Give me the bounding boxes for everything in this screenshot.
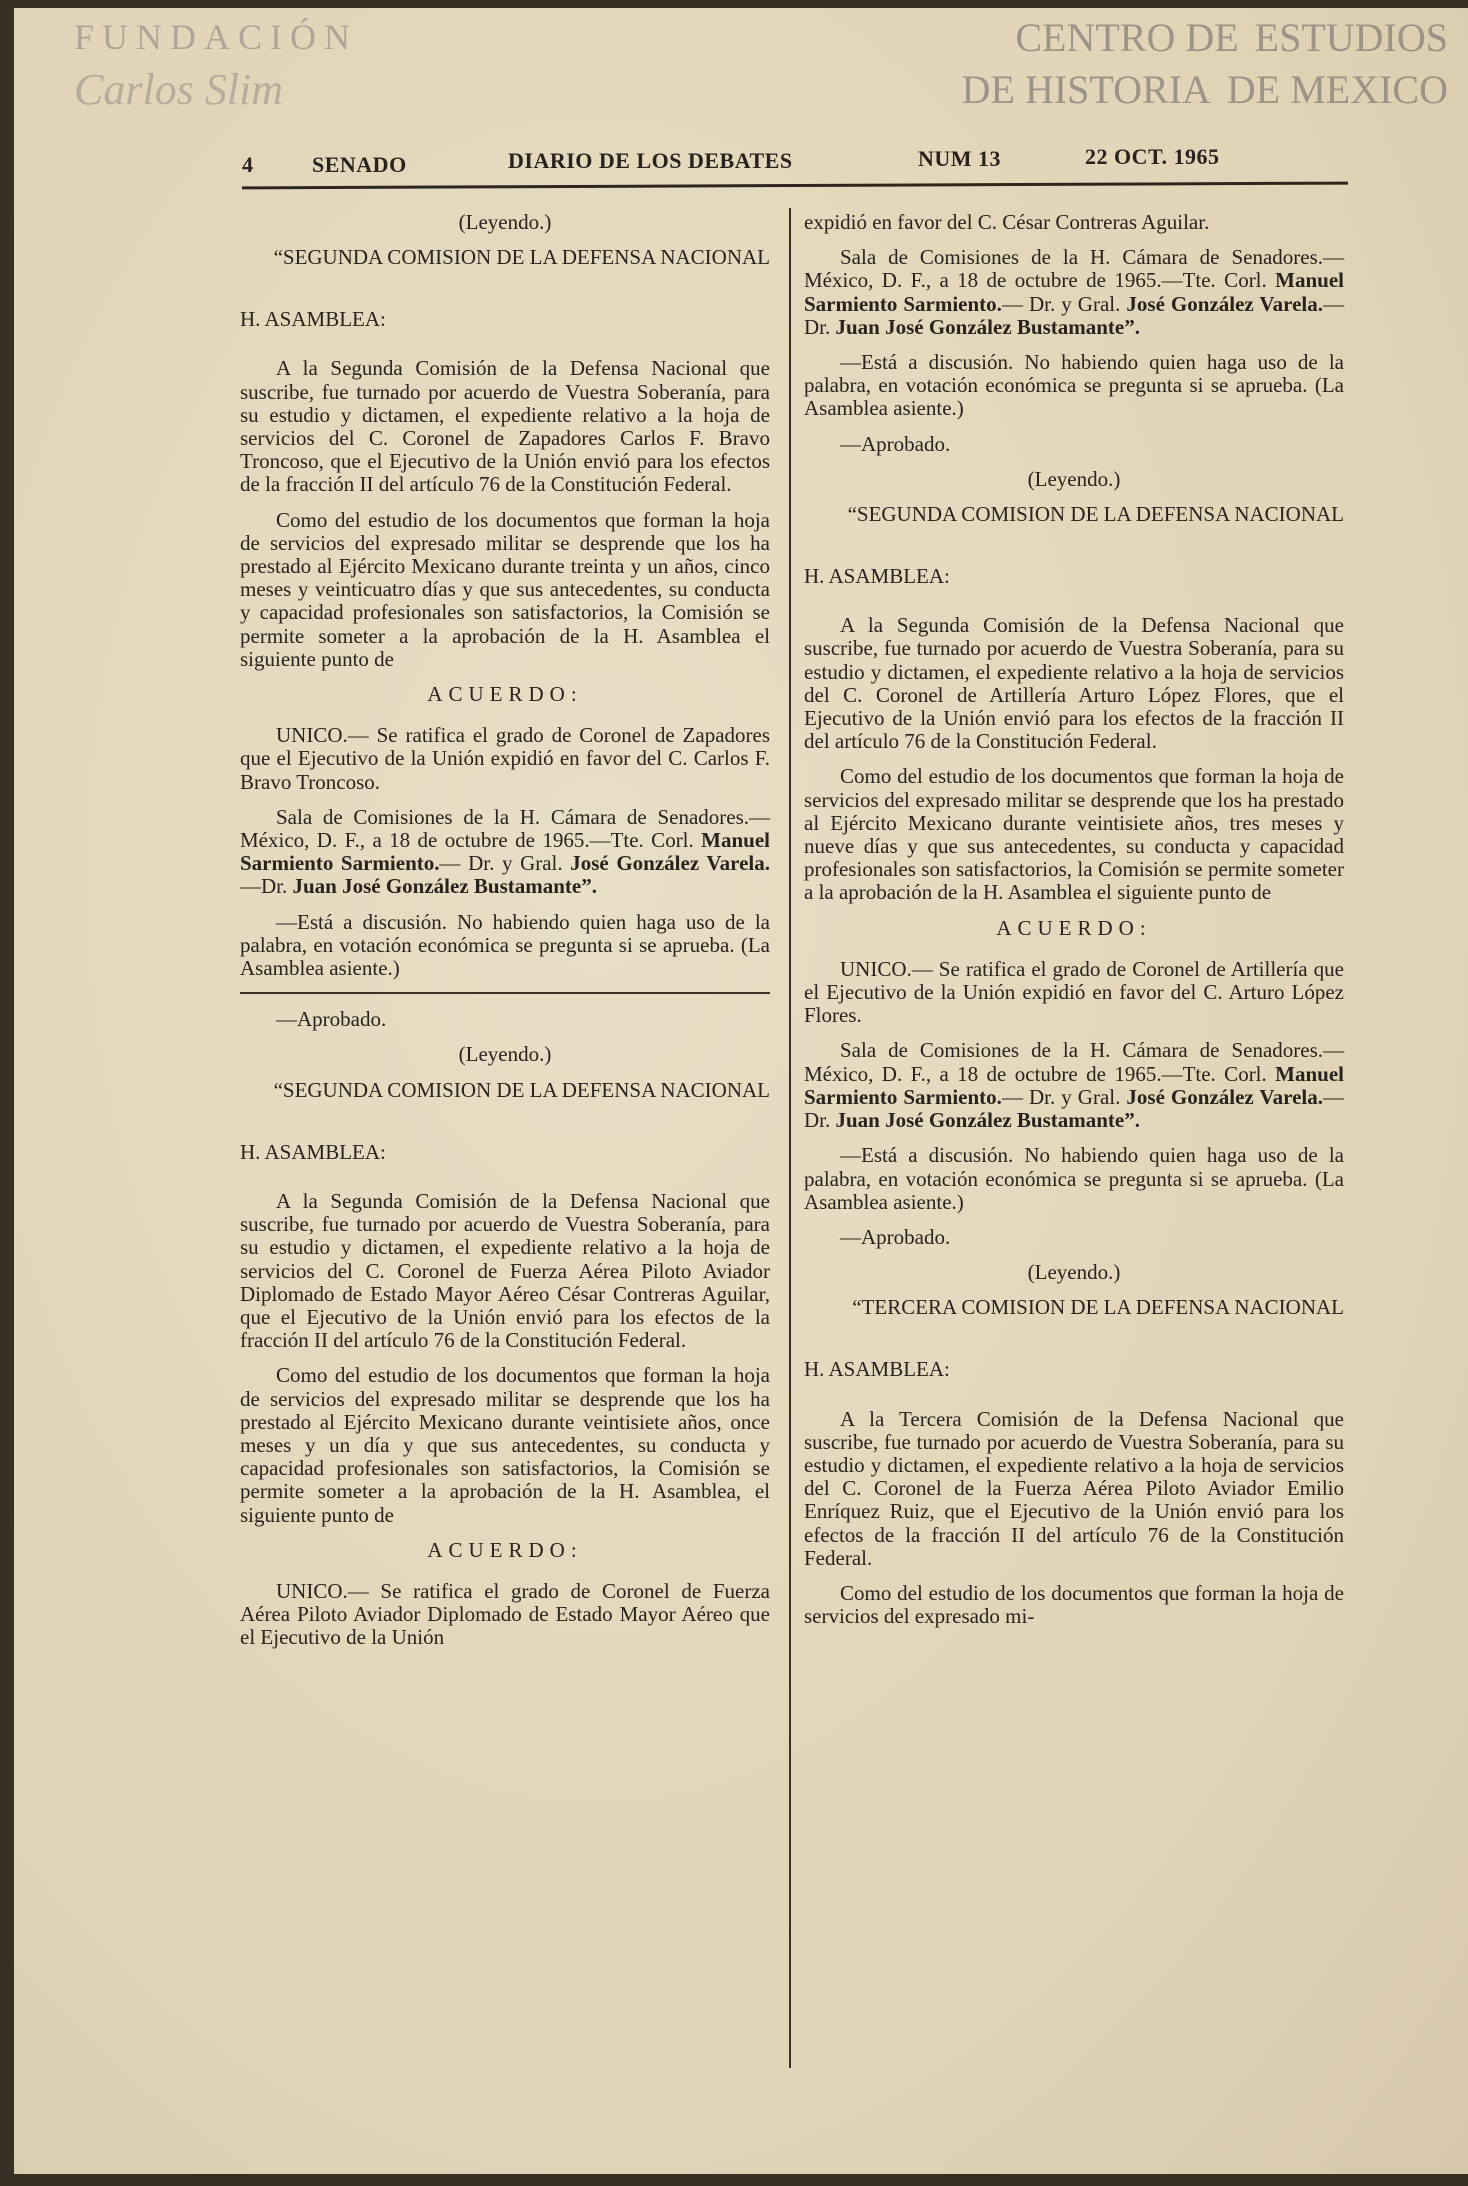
commission-heading <box>804 503 1344 525</box>
text-segment: —Dr. <box>240 874 293 899</box>
paragraph <box>240 1364 770 1526</box>
issue-date: 22 OCT. 1965 <box>1085 144 1220 169</box>
stage-direction <box>240 211 770 234</box>
signatory-name: José González Varela. <box>570 851 770 876</box>
paragraph <box>804 1144 1344 1214</box>
agreement-heading <box>240 1539 770 1562</box>
text-segment: ACUERDO: <box>427 1537 583 1562</box>
text-segment: A la Tercera Comisión de la Defensa Nacional que suscribe, fue turnado por acuerdo de Vuestra Soberanía, para su estudio y dictamen, el expediente relativo a la hoja de servicios del C. Coronel de la Fuerza Aérea Piloto Aviador Emilio Enríquez Ruiz, que el Ejecutivo de la Unión envió para los efectos de la fracción II del artículo 76 de la Constitución Federal. <box>804 1406 1344 1570</box>
stage-direction <box>804 1261 1344 1284</box>
paragraph <box>804 1039 1344 1132</box>
publication-title: DIARIO DE LOS DEBATES <box>508 148 793 173</box>
watermark-signature: Carlos Slim <box>74 65 284 114</box>
stage-direction <box>804 468 1344 491</box>
paragraph <box>240 1190 770 1352</box>
paragraph <box>804 1408 1344 1570</box>
text-segment: Como del estudio de los documentos que forman la hoja de servicios del expresado militar se desprende que los ha prestado al Ejército Mexicano durante veintisiete años, once meses y un día y que sus antecedentes, su conducta y capacidad profesionales son satisfactorios, la Comisión se permite someter a la aprobación de la H. Asamblea, el siguiente punto de <box>240 1363 770 1527</box>
running-header <box>242 146 1342 176</box>
text-segment: —Aprobado. <box>840 431 951 456</box>
text-segment: A la Segunda Comisión de la Defensa Nacional que suscribe, fue turnado por acuerdo de Vuestra Soberanía, para su estudio y dictamen, el expediente relativo a la hoja de servicios del C. Coronel de Fuerza Aérea Piloto Aviador Diplomado de Estado Mayor Aéreo César Contreras Aguilar, que el Ejecutivo de la Unión envió para los efectos de la fracción II del artículo 76 de la Constitución Federal. <box>240 1188 770 1353</box>
text-segment: “SEGUNDA COMISION DE LA DEFENSA NACIONAL <box>847 502 1344 527</box>
text-segment: UNICO.— Se ratifica el grado de Coronel de Zapadores que el Ejecutivo de la Unión expidió en favor del C. Carlos F. Bravo Troncoso. <box>240 723 770 794</box>
watermark-row <box>848 64 1448 116</box>
left-column <box>240 211 770 1662</box>
text-segment: H. ASAMBLEA: <box>240 1139 386 1164</box>
address-label <box>240 1141 770 1164</box>
text-segment: (Leyendo.) <box>458 210 552 234</box>
text-segment: —Está a discusión. No habiendo quien haga uso de la palabra, en votación económica se pregunta si se aprueba. (La Asamblea asiente.) <box>804 350 1344 421</box>
paragraph <box>240 911 770 981</box>
right-column <box>804 211 1344 1640</box>
paragraph <box>804 614 1344 753</box>
address-label <box>804 1358 1344 1381</box>
column-divider <box>789 208 791 2068</box>
paragraph <box>240 357 770 496</box>
signatory-name: Manuel Sarmiento Sarmiento. <box>804 1061 1344 1109</box>
text-segment: — Dr. y Gral. <box>439 851 571 876</box>
watermark-line: CENTRO DE <box>1015 15 1239 60</box>
text-segment: (Leyendo.) <box>1027 1260 1121 1285</box>
text-segment: —Está a discusión. No habiendo quien haga uso de la palabra, en votación económica se pregunta si se aprueba. (La Asamblea asiente.) <box>240 909 770 981</box>
address-label <box>804 565 1344 588</box>
signatory-name: Juan José González Bustamante”. <box>292 874 597 899</box>
watermark <box>848 12 1448 116</box>
stage-direction <box>240 1043 770 1066</box>
text-segment: ACUERDO: <box>996 915 1152 940</box>
paragraph <box>804 1582 1344 1628</box>
text-segment: —Está a discusión. No habiendo quien haga uso de la palabra, en votación económica se pregunta si se aprueba. (La Asamblea asiente.) <box>804 1143 1344 1214</box>
text-segment: — Dr. y Gral. <box>1001 1084 1127 1109</box>
watermark-row <box>848 12 1448 64</box>
watermark-line: ESTUDIOS <box>1254 15 1448 60</box>
paragraph <box>240 509 770 671</box>
paragraph <box>804 433 1344 456</box>
paragraph <box>804 351 1344 421</box>
paragraph <box>240 806 770 899</box>
text-segment: —Aprobado. <box>840 1224 951 1249</box>
signatory-name: Manuel Sarmiento Sarmiento. <box>240 828 770 876</box>
section-name: SENADO <box>312 152 407 177</box>
document-page <box>14 8 1468 2174</box>
paragraph <box>804 765 1344 904</box>
address-label <box>240 308 770 331</box>
text-segment: expidió en favor del C. César Contreras Aguilar. <box>804 210 1210 234</box>
text-segment: (Leyendo.) <box>458 1042 552 1067</box>
text-segment: Como del estudio de los documentos que forman la hoja de servicios del expresado militar se desprende que los ha prestado al Ejército Mexicano durante veintisiete años, tres meses y nueve días y que sus antecedentes, su conducta y capacidad profesionales son satisfactorios, la Comisión se permite someter a la aprobación de la H. Asamblea el siguiente punto de <box>804 764 1344 905</box>
issue-number: NUM 13 <box>918 146 1002 171</box>
text-segment: UNICO.— Se ratifica el grado de Coronel de Fuerza Aérea Piloto Aviador Diplomado de Estado Mayor Aéreo que el Ejecutivo de la Unión <box>240 1578 770 1650</box>
text-segment: “TERCERA COMISION DE LA DEFENSA NACIONAL <box>852 1295 1344 1320</box>
text-segment: H. ASAMBLEA: <box>240 307 386 332</box>
text-segment: Como del estudio de los documentos que forman la hoja de servicios del expresado mi- <box>804 1580 1344 1629</box>
paragraph <box>804 958 1344 1028</box>
text-segment: H. ASAMBLEA: <box>804 1357 950 1382</box>
text-segment: — Dr. y Gral. <box>1001 291 1127 316</box>
paragraph <box>240 724 770 794</box>
text-segment: —Dr. <box>804 1084 1344 1133</box>
text-segment: “SEGUNDA COMISION DE LA DEFENSA NACIONAL <box>273 245 770 270</box>
text-segment: ACUERDO: <box>427 682 583 707</box>
paragraph <box>804 246 1344 339</box>
text-segment: —Aprobado. <box>276 1007 387 1032</box>
commission-heading <box>240 1079 770 1101</box>
commission-heading <box>804 1296 1344 1318</box>
text-segment: Sala de Comisiones de la H. Cámara de Senadores.— México, D. F., a 18 de octubre de 1965.—Tte. Corl. <box>804 1038 1344 1086</box>
agreement-heading <box>804 917 1344 940</box>
watermark-line: DE HISTORIA <box>961 67 1211 112</box>
header-rule <box>242 182 1348 190</box>
signatory-name: José González Varela. <box>1126 291 1323 316</box>
signatory-name: Juan José González Bustamante”. <box>835 1108 1140 1133</box>
paragraph <box>240 1580 770 1650</box>
text-segment: H. ASAMBLEA: <box>804 564 950 589</box>
watermark-fundacion: FUNDACIÓN <box>74 17 359 57</box>
signatory-name: Juan José González Bustamante”. <box>835 314 1140 339</box>
text-segment: Como del estudio de los documentos que forman la hoja de servicios del expresado militar se desprende que los ha prestado al Ejército Mexicano durante treinta y un años, cinco meses y veinticuatro días y que sus antecedentes, su conducta y capacidad profesionales son satisfactorios, la Comisión se permite someter a la aprobación de la H. Asamblea el siguiente punto de <box>240 507 770 671</box>
text-segment: A la Segunda Comisión de la Defensa Nacional que suscribe, fue turnado por acuerdo de Vuestra Soberanía, para su estudio y dictamen, el expediente relativo a la hoja de servicios del C. Coronel de Artillería Arturo López Flores, que el Ejecutivo de la Unión envió para los efectos de la fracción II del artículo 76 de la Constitución Federal. <box>804 613 1344 754</box>
paragraph <box>240 1008 770 1031</box>
text-segment: (Leyendo.) <box>1027 466 1121 491</box>
paragraph <box>804 1226 1344 1249</box>
watermark-line: DE MEXICO <box>1226 67 1448 112</box>
page-number: 4 <box>242 152 254 177</box>
text-segment: —Dr. <box>804 291 1344 339</box>
text-segment: UNICO.— Se ratifica el grado de Coronel de Artillería que el Ejecutivo de la Unión expidió en favor del C. Arturo López Flores. <box>804 956 1344 1028</box>
agreement-heading <box>240 683 770 706</box>
text-segment: “SEGUNDA COMISION DE LA DEFENSA NACIONAL <box>273 1077 770 1102</box>
section-rule <box>240 992 770 994</box>
text-segment: A la Segunda Comisión de la Defensa Nacional que suscribe, fue turnado por acuerdo de Vuestra Soberanía, para su estudio y dictamen, el expediente relativo a la hoja de servicios del C. Coronel de Zapadores Carlos F. Bravo Troncoso, que el Ejecutivo de la Unión envió para los efectos de la fracción II del artículo 76 de la Constitución Federal. <box>240 356 770 497</box>
commission-heading <box>240 246 770 268</box>
text-segment: Sala de Comisiones de la H. Cámara de Senadores.— México, D. F., a 18 de octubre de 1965.—Tte. Corl. <box>240 804 770 853</box>
paragraph <box>804 211 1344 234</box>
text-segment: Sala de Comisiones de la H. Cámara de Senadores.— México, D. F., a 18 de octubre de 1965.—Tte. Corl. <box>804 245 1344 293</box>
signatory-name: José González Varela. <box>1126 1084 1323 1109</box>
signatory-name: Manuel Sarmiento Sarmiento. <box>804 268 1344 316</box>
